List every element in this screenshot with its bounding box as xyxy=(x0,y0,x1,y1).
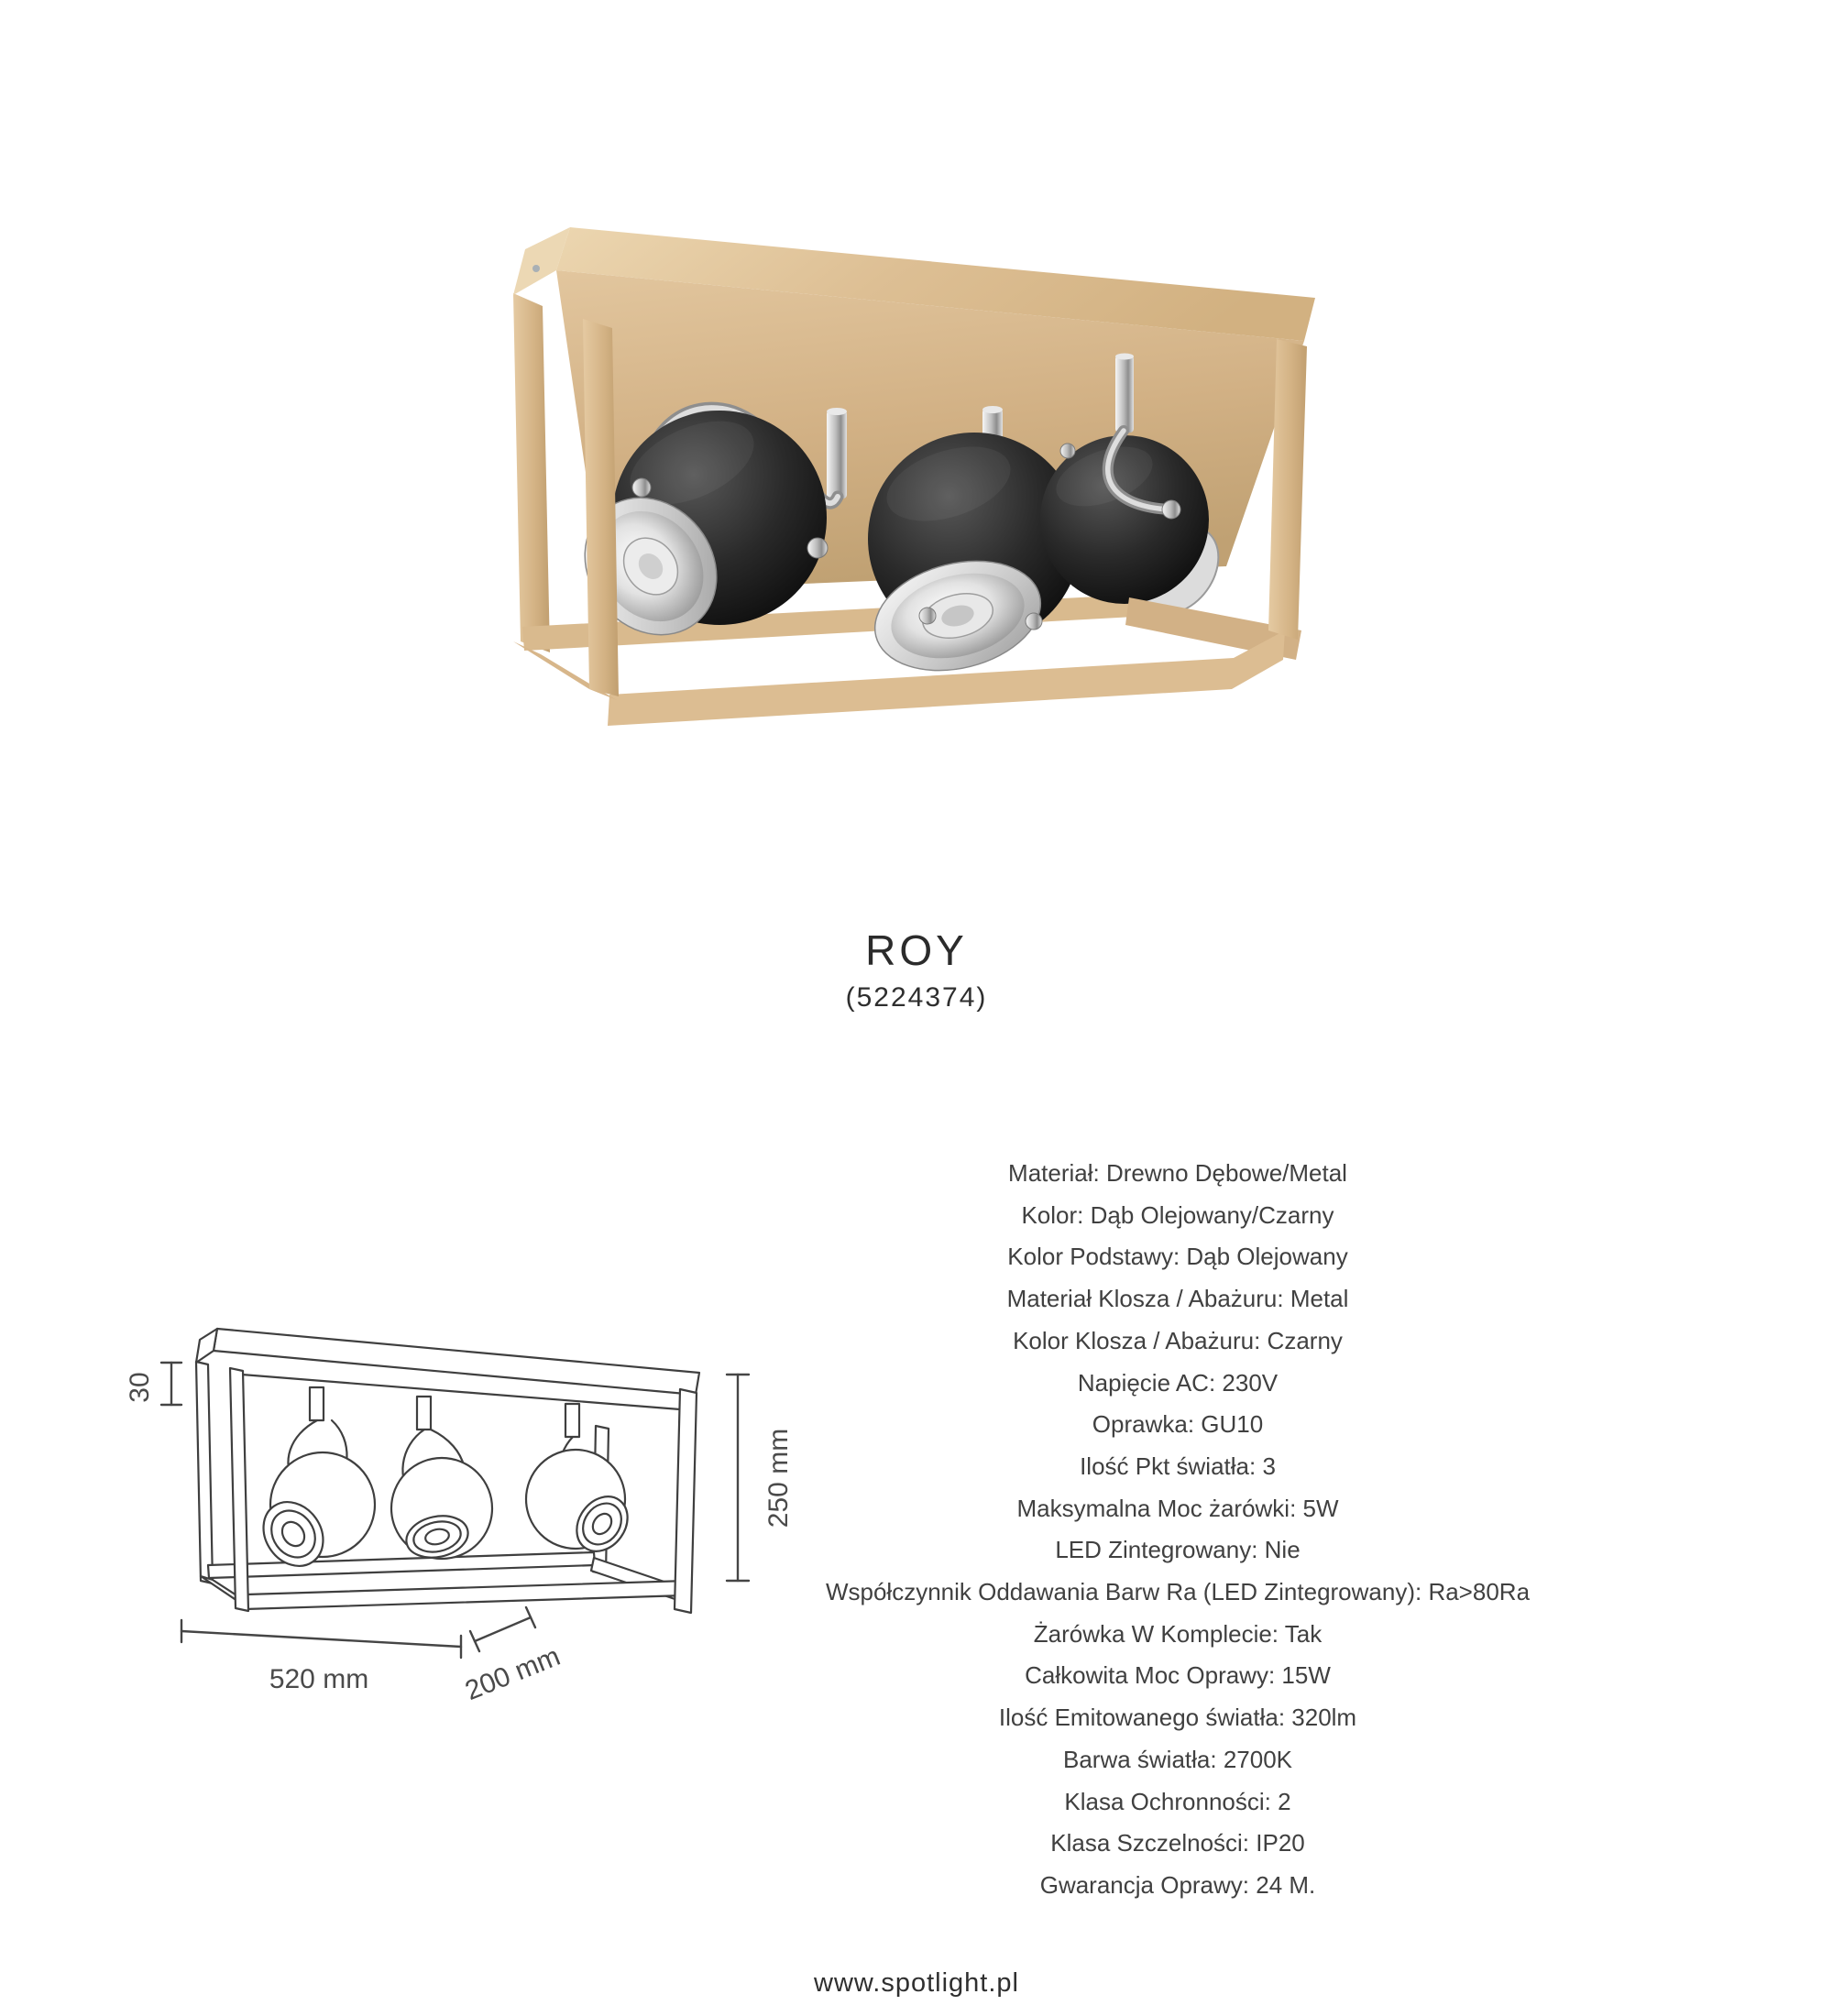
spec-line: LED Zintegrowany: Nie xyxy=(1055,1536,1301,1564)
side-pin xyxy=(1060,444,1075,458)
spec-line: Ilość Emitowanego światła: 320lm xyxy=(998,1704,1357,1732)
spec-line: Maksymalna Moc żarówki: 5W xyxy=(1016,1494,1339,1522)
spec-line: Klasa Szczelności: IP20 xyxy=(1050,1829,1305,1857)
spec-line: Oprawka: GU10 xyxy=(1092,1410,1264,1439)
dim-width-label: 520 mm xyxy=(269,1663,369,1694)
screw xyxy=(532,265,540,272)
spec-line: Kolor: Dąb Olejowany/Czarny xyxy=(1021,1200,1334,1229)
product-photo xyxy=(495,147,1347,742)
spec-line: Materiał: Drewno Dębowe/Metal xyxy=(1008,1159,1347,1187)
dim-depth-label: 200 mm xyxy=(460,1640,565,1707)
spec-line: Współczynnik Oddawania Barw Ra (LED Zintegrowany): Ra>80Ra xyxy=(825,1578,1531,1606)
spec-line: Żarówka W Komplecie: Tak xyxy=(1033,1619,1323,1648)
spec-line: Napięcie AC: 230V xyxy=(1077,1368,1279,1397)
pivot xyxy=(632,478,651,497)
pivot xyxy=(1026,613,1042,630)
spec-line: Kolor Podstawy: Dąb Olejowany xyxy=(1007,1243,1348,1271)
spec-line: Ilość Pkt światła: 3 xyxy=(1080,1452,1276,1480)
spec-line: Całkowita Moc Oprawy: 15W xyxy=(1025,1661,1331,1690)
spec-line: Klasa Ochronności: 2 xyxy=(1064,1787,1291,1815)
drawing-spot-left xyxy=(251,1387,375,1578)
pivot xyxy=(1162,500,1180,519)
drawing-spot-middle xyxy=(391,1397,492,1563)
dim-height-label: 250 mm xyxy=(763,1428,794,1528)
dim-thickness-label: 30 xyxy=(124,1372,155,1403)
product-code: (5224374) xyxy=(845,982,988,1013)
spec-line: Barwa światła: 2700K xyxy=(1062,1745,1293,1773)
back-left-post xyxy=(513,293,550,652)
spec-line: Kolor Klosza / Abażuru: Czarny xyxy=(1013,1326,1343,1354)
spec-list xyxy=(651,1153,1705,1907)
pivot xyxy=(919,608,936,624)
page-title: ROY xyxy=(865,926,968,974)
spotlight-middle xyxy=(863,433,1081,687)
footer-url: www.spotlight.pl xyxy=(814,1968,1019,1998)
spec-line: Gwarancja Oprawy: 24 M. xyxy=(1039,1870,1316,1899)
spec-line: Materiał Klosza / Abażuru: Metal xyxy=(1006,1285,1349,1313)
drawing-spot-right xyxy=(526,1404,638,1561)
side-pin xyxy=(807,538,828,558)
